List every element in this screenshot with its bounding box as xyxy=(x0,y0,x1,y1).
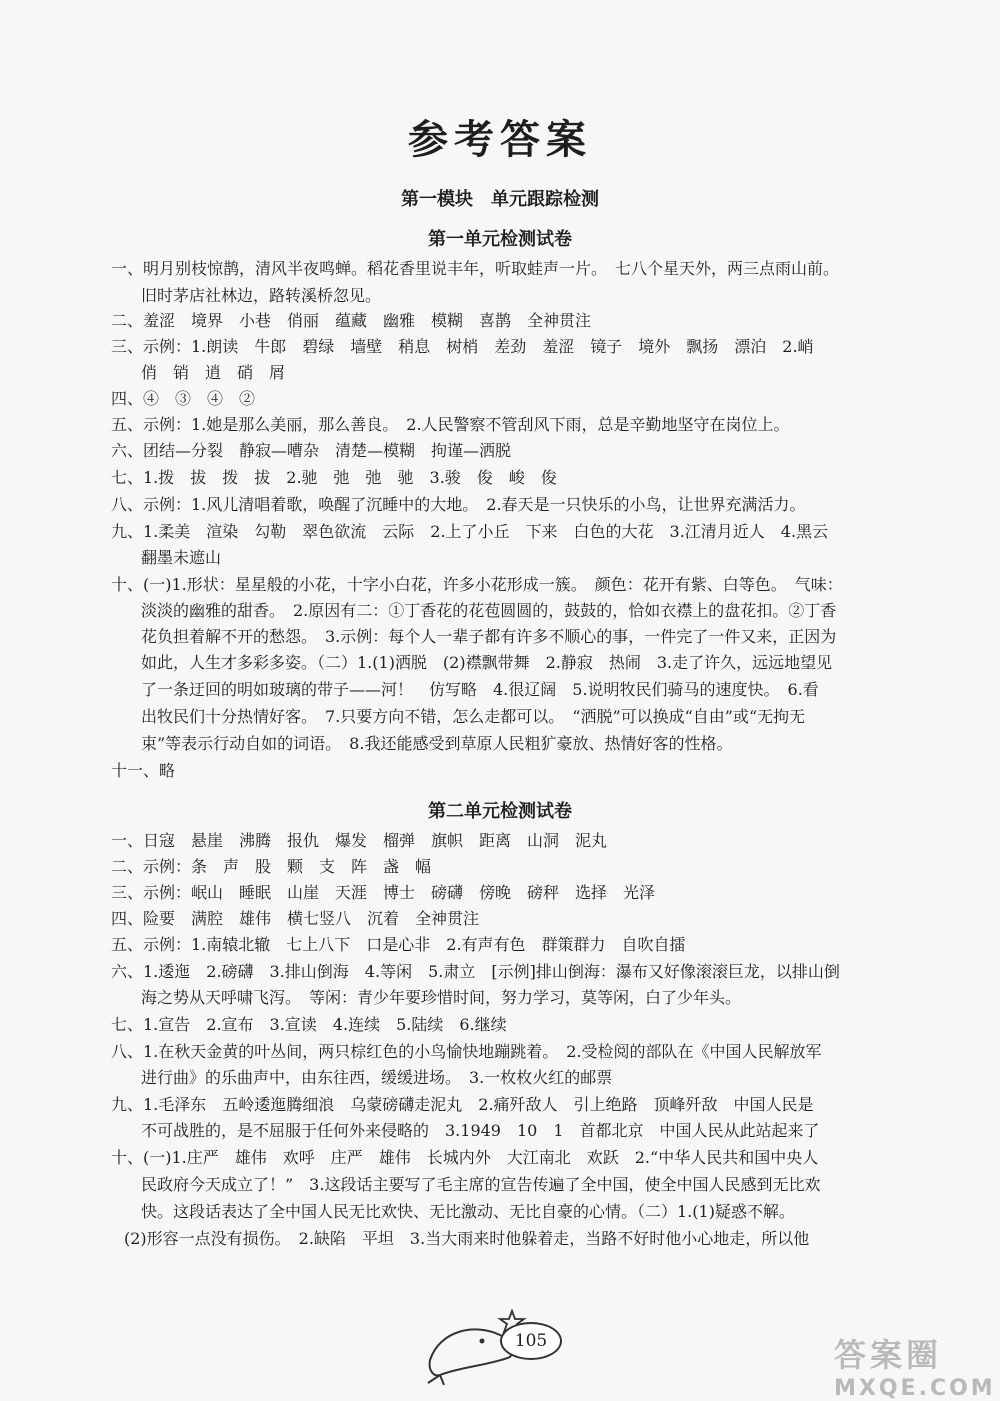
answer-line: 旧时茅店社林边，路转溪桥忽见。 xyxy=(141,286,382,305)
answer-line: 八、1.在秋天金黄的叶丛间，两只棕红色的小鸟愉快地蹦跳着。 2.受检阅的部队在《中国人民解放军 xyxy=(111,1042,822,1061)
watermark xyxy=(834,1330,996,1401)
answer-line: 了一条迂回的明如玻璃的带子——河！ 仿写略 4.很辽阔 5.说明牧民们骑马的速度快。 6.看 xyxy=(141,680,819,699)
answer-line: 一、明月别枝惊鹊，清风半夜鸣蝉。稻花香里说丰年，听取蛙声一片。 七八个星天外，两三点雨山前。 xyxy=(111,259,840,278)
answer-line: 一、日寇 悬崖 沸腾 报仇 爆发 榴弹 旗帜 距离 山洞 泥丸 xyxy=(111,831,608,850)
answer-line: 束”等表示行动自如的词语。 8.我还能感受到草原人民粗犷豪放、热情好客的性格。 xyxy=(141,734,733,753)
answer-line: 十一、略 xyxy=(111,761,176,780)
answer-line: 出牧民们十分热情好客。 7.只要方向不错，怎么走都可以。 “洒脱”可以换成“自由”或“无拘无 xyxy=(141,707,806,726)
answer-line: 如此，人生才多彩多姿。（二）1.(1)洒脱 (2)襟飘带舞 2.静寂 热闹 3.走了许久，远远地望见 xyxy=(141,653,833,672)
answer-line: 七、1.宣告 2.宣布 3.宣读 4.连续 5.陆续 6.继续 xyxy=(111,1015,507,1034)
answer-line: 快。这段话表达了全中国人民无比欢快、无比激动、无比自豪的心情。（二）1.(1)疑惑不解。 xyxy=(141,1202,795,1221)
answer-line: 八、示例：1.风儿清唱着歌，唤醒了沉睡中的大地。 2.春天是一只快乐的小鸟，让世界充满活力。 xyxy=(111,495,806,514)
unit2-title: 第二单元检测试卷 xyxy=(428,801,572,822)
answer-line: 五、示例：1.南辕北辙 七上八下 口是心非 2.有声有色 群策群力 自吹自擂 xyxy=(111,935,686,954)
page-title: 参考答案 xyxy=(408,116,592,163)
answer-line: 四、④ ③ ④ ② xyxy=(111,389,256,408)
answer-line: 三、示例：1.朗读 牛郎 碧绿 墙壁 稍息 树梢 差劲 羞涩 镜子 境外 飘扬 漂泊 2.峭 xyxy=(111,337,814,356)
answer-line: 俏 销 逍 硝 屑 xyxy=(141,363,286,382)
answer-line: (2)形容一点没有损伤。 2.缺陷 平坦 3.当大雨来时他躲着走，当路不好时他小心地走，所以他 xyxy=(124,1229,810,1248)
answer-line: 海之势从天呼啸飞泻。 等闲：青少年要珍惜时间，努力学习，莫等闲，白了少年头。 xyxy=(141,988,742,1007)
answer-line: 五、示例：1.她是那么美丽，那么善良。 2.人民警察不管刮风下雨，总是辛勤地坚守在岗位上。 xyxy=(111,415,790,434)
answer-line: 不可战胜的，是不屈服于任何外来侵略的 3.1949 10 1 首都北京 中国人民从此站起来了 xyxy=(141,1121,820,1140)
answer-line: 二、羞涩 境界 小巷 俏丽 蕴藏 幽雅 模糊 喜鹊 全神贯注 xyxy=(111,311,592,330)
module-title: 第一模块 单元跟踪检测 xyxy=(401,189,599,210)
unit1-title: 第一单元检测试卷 xyxy=(428,229,572,250)
watermark-top: 答案圈 xyxy=(834,1336,943,1374)
answer-line: 七、1.拨 拔 拨 拔 2.驰 弛 弛 驰 3.骏 俊 峻 俊 xyxy=(111,468,557,487)
answer-line: 四、险要 满腔 雄伟 横七竖八 沉着 全神贯注 xyxy=(111,909,480,928)
answer-line: 十、(一)1.庄严 雄伟 欢呼 庄严 雄伟 长城内外 大江南北 欢跃 2.“中华人民共和国中央人 xyxy=(111,1148,819,1167)
answer-line: 六、团结—分裂 静寂—嘈杂 清楚—模糊 拘谨—洒脱 xyxy=(111,441,512,460)
answer-line: 九、1.柔美 渲染 勾勒 翠色欲流 云际 2.上了小丘 下来 白色的大花 3.江清月近人 4.黑云 xyxy=(111,522,829,541)
answer-line: 进行曲》的乐曲声中，由东往西，缓缓进场。 3.一枚枚火红的邮票 xyxy=(141,1068,613,1087)
answer-line: 花负担着解不开的愁怨。 3.示例：每个人一辈子都有许多不顺心的事，一件完了一件又来，正因为 xyxy=(141,627,837,646)
answer-line: 二、示例：条 声 股 颗 支 阵 盏 幅 xyxy=(111,857,432,876)
answer-line: 民政府今天成立了！” 3.这段话主要写了毛主席的宣告传遍了全中国，使全中国人民感到无比欢 xyxy=(141,1175,821,1194)
watermark-bottom: MXQE.COM xyxy=(834,1376,996,1401)
answer-line: 六、1.逶迤 2.磅礴 3.排山倒海 4.等闲 5.肃立 [示例]排山倒海：瀑布又好像滚滚巨龙，以排山倒 xyxy=(111,962,840,981)
answer-line: 翻墨未遮山 xyxy=(141,548,222,567)
answer-line: 十、(一)1.形状：星星般的小花，十字小白花，许多小花形成一簇。 颜色：花开有紫、白等色。 气味： xyxy=(111,575,843,594)
answer-line: 淡淡的幽雅的甜香。 2.原因有二：①丁香花的花苞圆圆的，鼓鼓的，恰如衣襟上的盘花扣。②丁香 xyxy=(141,601,837,620)
answer-line: 三、示例：岷山 睡眠 山崖 天涯 博士 磅礴 傍晚 磅秤 选择 光泽 xyxy=(111,883,656,902)
page-number: 105 xyxy=(500,1322,562,1360)
answer-line: 九、1.毛泽东 五岭逶迤腾细浪 乌蒙磅礴走泥丸 2.痛歼敌人 引上绝路 顶峰歼敌 中国人民是 xyxy=(111,1095,814,1114)
